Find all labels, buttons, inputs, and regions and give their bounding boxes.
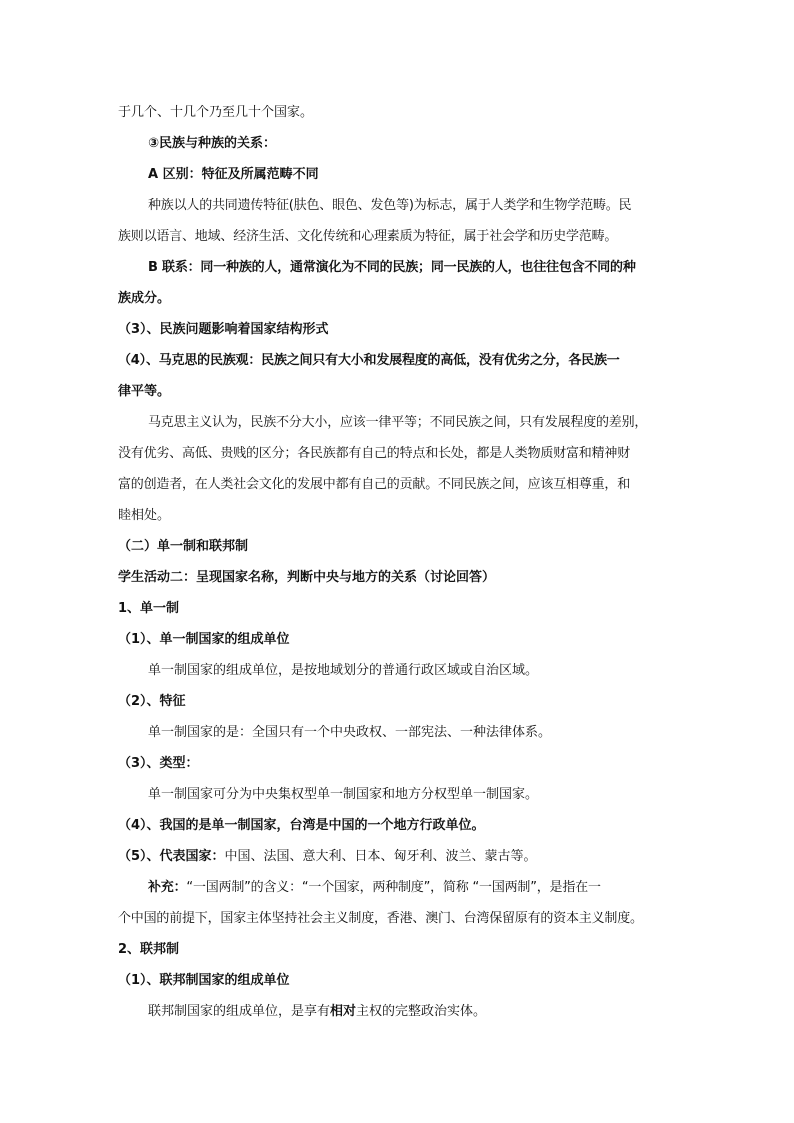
text-span: 主权的完整政治实体。 [356,1004,487,1019]
heading-connection: B 联系：同一种族的人，通常演化为不同的民族；同一民族的人，也往往包含不同的种 [148,260,636,275]
document-body [118,97,678,1027]
text-line: 单一制国家可分为中央集权型单一制国家和地方分权型单一制国家。 [148,787,539,802]
text-line: 没有优劣、高低、贵贱的区分；各民族都有自己的特点和长处，都是人类物质财富和精神财 [118,446,631,461]
text-line: 族成分。 [118,291,171,306]
item-heading: （3）、类型： [118,756,199,771]
supplement-label: 补充： [148,880,187,895]
heading-item-3: （3）、民族问题影响着国家结构形式 [118,322,329,337]
text-line: 马克思主义认为，民族不分大小，应该一律平等；不同民族之间，只有发展程度的差别， [148,415,648,430]
text-line [118,872,678,903]
subsection-heading: 1、单一制 [118,601,180,616]
supplement-text: “一国两制”的含义：“一个国家，两种制度”，简称 “一国两制”，是指在一 [186,880,601,895]
text-line: 个中国的前提下，国家主体坚持社会主义制度，香港、澳门、台湾保留原有的资本主义制度。 [118,911,643,926]
text-line: 于几个、十几个乃至几十个国家。 [118,105,314,120]
emphasis-text: 相对 [330,1004,357,1019]
item-label: （5）、代表国家： [118,849,225,864]
section-heading: （二）单一制和联邦制 [118,539,249,554]
text-line: 富的创造者，在人类社会文化的发展中都有自己的贡献。不同民族之间，应该互相尊重，和 [118,477,631,492]
text-line: 睦相处。 [118,508,171,523]
text-span: 联邦制国家的组成单位，是享有 [148,1004,331,1019]
text-line [118,841,678,872]
heading-item-4: （4）、马克思的民族观：民族之间只有大小和发展程度的高低，没有优劣之分，各民族一 [118,353,620,368]
student-activity-heading: 学生活动二：呈现国家名称，判断中央与地方的关系（讨论回答） [118,570,496,585]
text-line: 单一制国家的是：全国只有一个中央政权、一部宪法、一种法律体系。 [148,725,552,740]
text-line: 单一制国家的组成单位，是按地域划分的普通行政区域或自治区域。 [148,663,539,678]
text-line: 种族以人的共同遗传特征(肤色、眼色、发色等)为标志，属于人类学和生物学范畴。民 [148,198,632,213]
item-heading: （4）、我国的是单一制国家，台湾是中国的一个地方行政单位。 [118,818,485,833]
subsection-heading: 2、联邦制 [118,942,180,957]
heading-nation-race-relation: ③民族与种族的关系： [148,136,277,151]
text-line [118,996,678,1027]
item-text: 中国、法国、意大利、日本、匈牙利、波兰、蒙古等。 [224,849,537,864]
item-heading: （1）、单一制国家的组成单位 [118,632,290,647]
item-heading: （1）、联邦制国家的组成单位 [118,973,290,988]
text-line: 律平等。 [118,384,171,399]
text-line: 族则以语言、地域、经济生活、文化传统和心理素质为特征，属于社会学和历史学范畴。 [118,229,618,244]
heading-difference: A 区别：特征及所属范畴不同 [148,167,319,182]
item-heading: （2）、特征 [118,694,186,709]
